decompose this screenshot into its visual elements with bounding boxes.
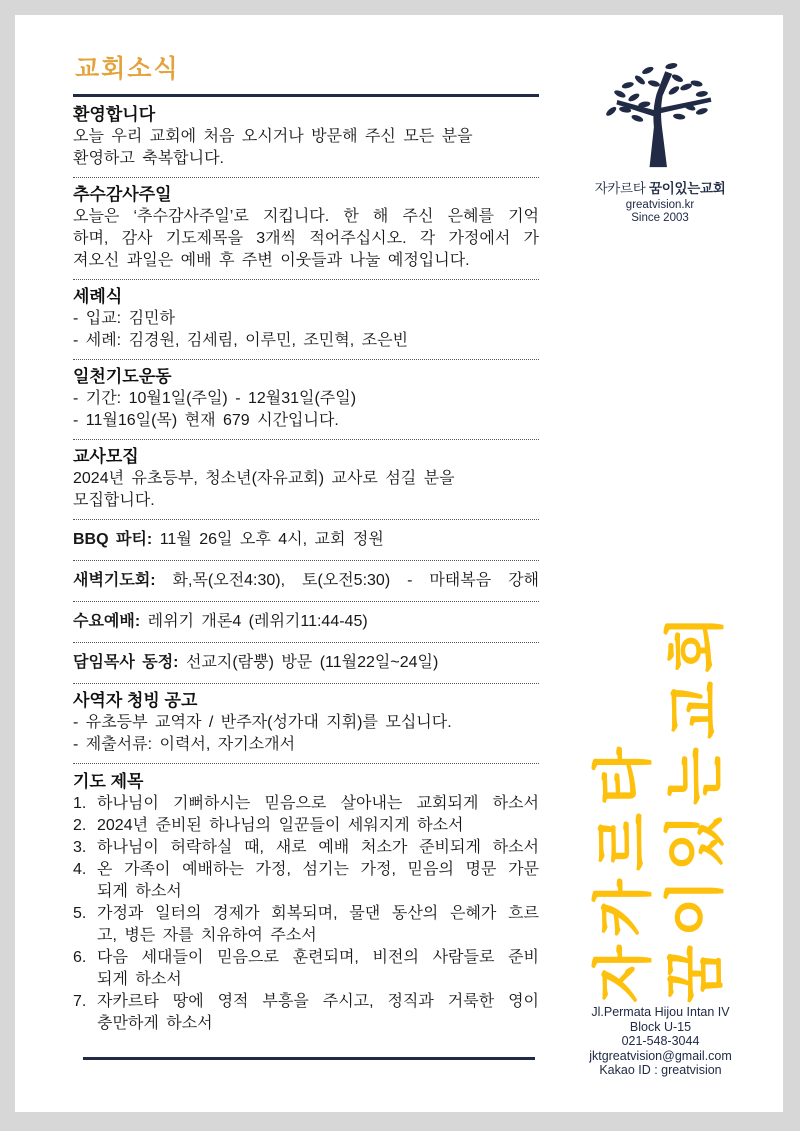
- body-line: - 입교: 김민하: [73, 310, 175, 327]
- prayer-item: [73, 903, 539, 947]
- notice-pastor-schedule: [73, 643, 539, 684]
- section-heading: 환영합니다: [73, 105, 156, 124]
- prayer-item-number: 3.: [73, 839, 87, 856]
- vertical-banner-line: 자카르타: [590, 739, 657, 1003]
- page-title: 교회소식: [75, 55, 180, 83]
- notice-label: BBQ 파티:: [73, 531, 153, 548]
- body-line: - 유초등부 교역자 / 반주자(성가대 지휘)를 모십니다.: [73, 714, 452, 731]
- body-line: 하나님이 기뻐하시는 믿음으로 살아내는 교회되게 하소서: [97, 795, 539, 812]
- prayer-item-number: 6.: [73, 949, 87, 966]
- body-line: 하나님이 허락하실 때, 새로 예배 처소가 준비되게 하소서: [97, 839, 539, 856]
- body-line: 2024년 준비된 하나님의 일꾼들이 세워지게 하소서: [97, 817, 464, 834]
- notice-text: 레위기 개론4 (레위기11:44-45): [147, 613, 368, 630]
- church-name-prefix: 자카르타: [594, 181, 649, 196]
- prayer-item: [73, 947, 539, 991]
- section-minister-call: [73, 684, 539, 764]
- section-heading: 교사모집: [73, 447, 139, 466]
- prayer-item: [73, 793, 539, 815]
- address-line: Jl.Permata Hijou Intan IV: [591, 1005, 730, 1019]
- notice-bbq: [73, 520, 539, 561]
- church-name-bold: 꿈이있는교회: [648, 181, 726, 196]
- section-heading: 사역자 청빙 공고: [73, 691, 198, 710]
- body-line: 환영하고 축복합니다.: [73, 150, 224, 167]
- body-line: 하며, 감사 기도제목을 3개씩 적어주십시오. 각 가정에서 가: [73, 230, 539, 247]
- address-line: Block U-15: [629, 1019, 692, 1034]
- notice-dawn-prayer: [73, 561, 539, 602]
- prayer-item: [73, 837, 539, 859]
- prayer-item: [73, 991, 539, 1035]
- body-line: 충만하게 하소서: [97, 1015, 213, 1032]
- contact-block: [553, 1005, 768, 1078]
- prayer-item-number: 2.: [73, 817, 87, 834]
- church-since: Since 2003: [631, 212, 689, 224]
- prayer-item-number: 1.: [73, 795, 87, 812]
- church-website: greatvision.kr: [625, 199, 695, 211]
- vertical-church-name-banner: [588, 607, 732, 1003]
- vertical-banner-line: 꿈이있는교회: [662, 607, 729, 1003]
- notice-wednesday-service: [73, 602, 539, 643]
- body-line: 되게 하소서: [97, 971, 182, 988]
- tree-icon: [599, 59, 721, 169]
- body-line: 져오신 과일은 예배 후 주변 이웃들과 나눌 예정입니다.: [73, 252, 470, 269]
- kakao-id: Kakao ID : greatvision: [599, 1063, 722, 1077]
- body-line: 다음 세대들이 믿음으로 훈련되며, 비전의 사람들로 준비: [97, 949, 539, 966]
- section-prayer-topics: [73, 764, 539, 1035]
- notice-text: 선교지(람뿡) 방문 (11월22일~24일): [185, 654, 439, 671]
- body-line: 오늘은 ‘추수감사주일’로 지킵니다. 한 해 주신 은혜를 기억: [73, 208, 539, 225]
- prayer-item-number: 4.: [73, 861, 87, 878]
- notice-label: 수요예배:: [73, 613, 141, 630]
- body-line: - 11월16일(목) 현재 679 시간입니다.: [73, 412, 339, 429]
- body-line: 가정과 일터의 경제가 회복되며, 물댄 동산의 은혜가 흐르: [97, 905, 539, 922]
- body-line: - 기간: 10월1일(주일) - 12월31일(주일): [73, 390, 357, 407]
- notice-label: 새벽기도회:: [73, 572, 156, 589]
- section-teacher-recruit: [73, 440, 539, 520]
- email-address: jktgreatvision@gmail.com: [589, 1048, 732, 1063]
- prayer-item-number: 5.: [73, 905, 87, 922]
- body-line: 오늘 우리 교회에 처음 오시거나 방문해 주신 모든 분을: [73, 128, 473, 145]
- church-name: [560, 177, 760, 197]
- body-line: 고, 병든 자를 치유하여 주소서: [97, 927, 317, 944]
- body-line: 되게 하소서: [97, 883, 182, 900]
- bulletin-page: [15, 15, 783, 1112]
- content-column: [73, 49, 539, 1060]
- section-heading: 일천기도운동: [73, 367, 172, 386]
- prayer-item: [73, 859, 539, 903]
- footer-rule: [83, 1057, 535, 1060]
- phone-number: 021-548-3044: [621, 1034, 700, 1048]
- body-line: 모집합니다.: [73, 492, 155, 509]
- body-line: - 세례: 김경원, 김세림, 이루민, 조민혁, 조은빈: [73, 332, 408, 349]
- title-rule: [73, 94, 539, 97]
- body-line: 온 가족이 예배하는 가정, 섬기는 가정, 믿음의 명문 가문: [97, 861, 539, 878]
- section-heading: 기도 제목: [73, 772, 144, 791]
- prayer-item: [73, 815, 539, 837]
- section-thanksgiving: [73, 178, 539, 280]
- section-prayer-movement: [73, 360, 539, 440]
- notice-text: 11월 26일 오후 4시, 교회 정원: [159, 531, 384, 548]
- body-line: 2024년 유초등부, 청소년(자유교회) 교사로 섬길 분을: [73, 470, 455, 487]
- notice-label: 담임목사 동정:: [73, 654, 179, 671]
- section-baptism: [73, 280, 539, 360]
- church-logo: [560, 59, 760, 225]
- section-heading: 세례식: [73, 287, 123, 306]
- body-line: - 제출서류: 이력서, 자기소개서: [73, 736, 296, 753]
- section-heading: 추수감사주일: [73, 185, 172, 204]
- notice-text: 화,목(오전4:30), 토(오전5:30) - 마태복음 강해: [172, 572, 539, 589]
- section-welcome: [73, 98, 539, 178]
- body-line: 자카르타 땅에 영적 부흥을 주시고, 정직과 거룩한 영이: [97, 993, 539, 1010]
- prayer-item-number: 7.: [73, 993, 87, 1010]
